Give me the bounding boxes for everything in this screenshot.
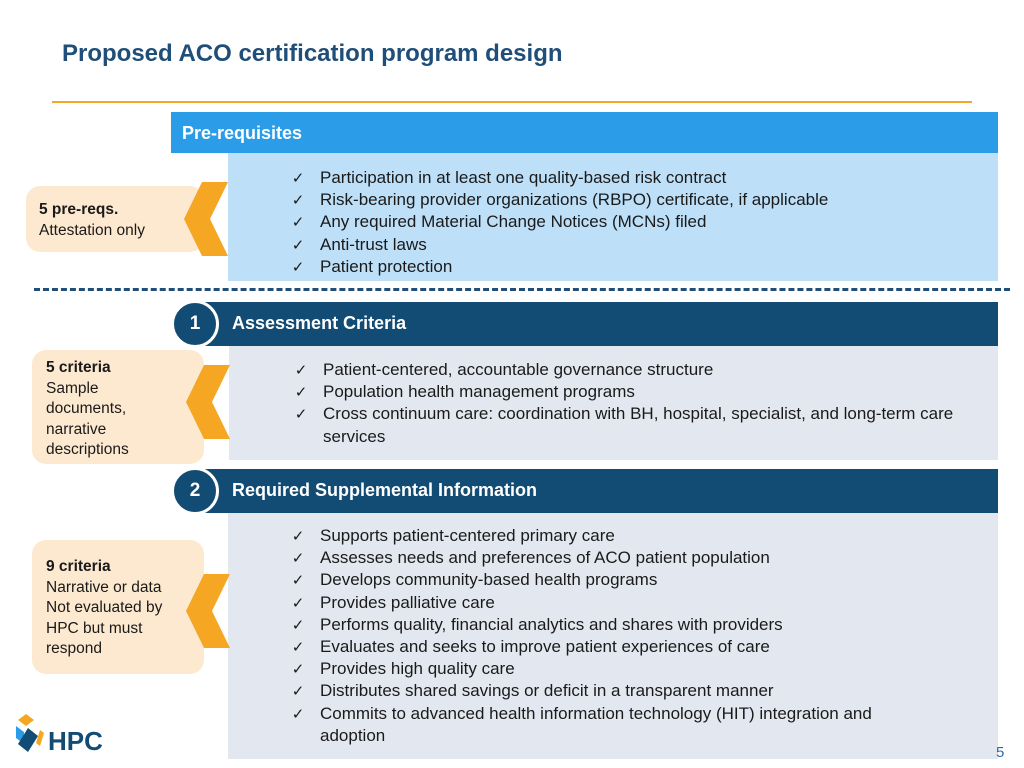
note-line: descriptions [46,441,129,458]
supplemental-header [204,469,998,513]
checklist-item-text: Cross continuum care: coordination with BH, hospital, specialist, and long-term care services [323,404,954,446]
checklist-item [288,569,938,591]
checklist-item-text: Population health management programs [323,382,635,402]
prerequisites-note-title: 5 pre-reqs. [39,201,119,218]
assessment-panel [229,346,998,460]
prerequisites-header [171,112,998,153]
assessment-note [32,350,204,464]
prerequisites-list [288,167,998,278]
note-line: Narrative or data [46,578,162,596]
assessment-list [291,359,968,448]
checkmark-icon: ✓ [291,549,305,568]
checkmark-icon: ✓ [294,383,308,402]
checklist-item-text: Evaluates and seeks to improve patient experiences of care [320,637,770,657]
note-line: respond [46,640,103,657]
checklist-item-text: Commits to advanced health information technology (HIT) integration and adoption [320,703,872,745]
checklist-item [288,703,938,747]
checkmark-icon: ✓ [291,527,305,545]
checklist-item [288,592,938,614]
note-line: Attestation only [39,221,145,239]
checklist-item-text: Patient-centered, accountable governance structure [323,360,714,379]
chevron-left-icon [184,182,228,256]
checkmark-icon: ✓ [294,361,308,379]
supplemental-note-lines [46,578,204,660]
checklist-item [288,658,938,680]
title-divider [52,101,972,103]
prerequisites-panel [228,153,998,281]
note-line: Sample [46,379,99,397]
hpc-logo [14,714,114,758]
supplemental-list [288,525,938,747]
checkmark-icon: ✓ [291,191,305,210]
checklist-item-text: Performs quality, financial analytics and shares with providers [320,614,783,634]
checkmark-icon: ✓ [291,257,305,276]
checklist-item [288,189,998,211]
page-title: Proposed ACO certification program design [62,40,563,67]
checklist-item [288,234,998,256]
supplemental-note [32,540,204,674]
checklist-item-text: Participation in at least one quality-based risk contract [320,168,727,187]
note-line: documents, [46,400,127,417]
checkmark-icon: ✓ [291,169,305,187]
step-number-1: 1 [171,300,219,348]
checklist-item-text: Develops community-based health programs [320,570,658,590]
checklist-item-text: Distributes shared savings or deficit in a transparent manner [320,681,774,701]
note-line: narrative [46,420,107,438]
checklist-item-text: Any required Material Change Notices (MCNs) filed [320,212,707,232]
checklist-item-text: Provides high quality care [320,659,515,679]
note-line: HPC but must [46,619,143,637]
checkmark-icon: ✓ [291,682,305,701]
checklist-item [288,547,938,569]
supplemental-note-title: 9 criteria [46,558,111,575]
assessment-note-title: 5 criteria [46,359,111,376]
supplemental-panel [228,513,998,759]
checkmark-icon: ✓ [291,235,305,254]
checklist-item [291,381,968,403]
assessment-header-label: Assessment Criteria [232,313,407,333]
assessment-header [204,302,998,346]
checkmark-icon: ✓ [291,593,305,612]
prerequisites-note [26,186,204,252]
checklist-item [288,680,938,702]
checklist-item [288,636,938,658]
checklist-item-text: Risk-bearing provider organizations (RBPO) certificate, if applicable [320,190,829,210]
checkmark-icon: ✓ [291,660,305,679]
checkmark-icon: ✓ [291,704,305,723]
prerequisites-header-label: Pre-requisites [182,123,303,143]
assessment-note-lines [46,379,204,461]
checklist-item-text: Patient protection [320,256,453,276]
chevron-left-icon [186,574,230,648]
supplemental-header-label: Required Supplemental Information [232,480,538,500]
chevron-left-icon [186,365,230,439]
note-line: Not evaluated by [46,599,163,616]
page-number: 5 [996,744,1005,761]
hpc-logo-mark-icon [14,714,114,758]
checkmark-icon: ✓ [291,638,305,657]
logo-text: HPC [48,726,103,756]
checklist-item-text: Assesses needs and preferences of ACO patient population [320,548,770,568]
checklist-item [288,167,998,189]
checklist-item [291,359,968,381]
checklist-item-text: Supports patient-centered primary care [320,526,615,545]
checkmark-icon: ✓ [294,405,308,424]
checklist-item [288,211,998,233]
checklist-item [288,525,938,547]
checklist-item [288,256,998,278]
prerequisites-note-lines [39,221,204,242]
checkmark-icon: ✓ [291,615,305,634]
checklist-item [288,614,938,636]
step-number-2: 2 [171,467,219,515]
checklist-item [291,403,968,447]
checkmark-icon: ✓ [291,213,305,232]
checklist-item-text: Provides palliative care [320,592,495,612]
section-divider [34,288,1010,291]
checklist-item-text: Anti-trust laws [320,234,427,254]
checkmark-icon: ✓ [291,571,305,590]
